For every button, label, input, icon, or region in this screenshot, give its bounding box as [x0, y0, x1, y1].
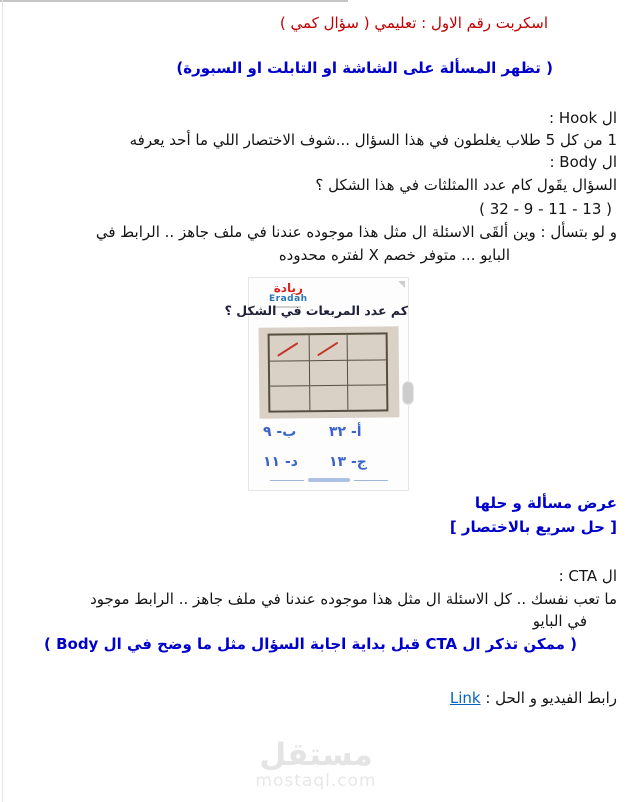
- squares-grid-figure: [268, 332, 389, 412]
- cta-line1: ما تعب نفسك .. كل الاسئلة ال مثل هذا موجوده عندنا في ملف جاهز .. الرابط موجود: [90, 590, 617, 608]
- video-link-label: رابط الفيديو و الحل :: [480, 689, 617, 707]
- cta-line2: في البايو: [532, 612, 587, 630]
- divider-fine-print: [308, 478, 350, 482]
- top-edge-hairline: [0, 0, 348, 2]
- video-link[interactable]: Link: [449, 689, 481, 707]
- hook-label: ال Hook :: [549, 109, 617, 127]
- logo-arabic-text: ريادة: [273, 281, 303, 295]
- watermark-domain: mostaql.com: [255, 771, 377, 791]
- divider-line: [354, 480, 388, 481]
- body-question: السؤال يقَول كام عدد االمثلثات في هذا الشكل ؟: [315, 176, 617, 194]
- grid-cell: [270, 385, 309, 410]
- mostaql-watermark: [0, 737, 632, 791]
- grid-cell: [347, 384, 386, 409]
- watermark-arabic: مستقل: [259, 737, 373, 773]
- option-a: أ- ٣٢: [329, 424, 362, 440]
- card-question-title: كم عدد المربعات في الشكل ؟: [224, 303, 408, 318]
- body-note-line2: البايو ... متوفر خصم X لفتره محدوده: [278, 246, 510, 264]
- page-curl-icon: [398, 281, 405, 288]
- presentation-line2: [ حل سريع بالاختصار ]: [449, 518, 617, 536]
- scrollbar-thumb[interactable]: [403, 382, 413, 404]
- body-choices: ( 32 - 9 - 11 - 13 ): [479, 200, 612, 218]
- grid-cell: [270, 335, 309, 360]
- grid-cell: [309, 360, 348, 385]
- option-d: د- ١١: [263, 454, 298, 470]
- cta-label: ال CTA :: [558, 567, 617, 585]
- presentation-line1: عرض مسألة و حلها: [474, 494, 617, 512]
- stage-direction-note: ( تظهر المسألة على الشاشة او التابلت او السبورة): [176, 59, 553, 77]
- body-note-line1: و لو بتسأل : وين ألقَى الاسئلة ال مثل هذا موجوده عندنا في ملف جاهز .. الرابط في: [95, 223, 617, 241]
- left-edge-hairline: [2, 0, 3, 802]
- grid-cell: [308, 335, 347, 360]
- grid-cell: [270, 360, 309, 385]
- body-label: ال Body :: [549, 153, 617, 171]
- option-b: ب- ٩: [263, 424, 297, 440]
- script-title: اسكربت رقم الاول : تعليمي ( سؤال كمي ): [279, 14, 548, 32]
- grid-photo: [259, 326, 400, 418]
- video-link-row: [450, 689, 617, 707]
- option-c: ج- ١٣: [329, 454, 367, 470]
- red-check-mark: [317, 342, 338, 357]
- divider-line: [270, 480, 304, 481]
- grid-cell: [309, 385, 348, 410]
- logo-latin-text: Eradah: [269, 294, 308, 304]
- grid-cell: [347, 334, 386, 359]
- red-check-mark: [277, 342, 298, 357]
- grid-cell: [347, 359, 386, 384]
- card-footer-divider: [249, 477, 408, 483]
- hook-line: 1 من كل 5 طلاب يغلطون في هذا السؤال ...شوف الاختصار اللي ما أحد يعرفه: [129, 131, 617, 149]
- cta-note: ( ممكن تذكر ال CTA قبل بداية اجابة السؤال مثل ما وضح في ال Body ): [44, 635, 577, 653]
- problem-image-card: [224, 277, 409, 491]
